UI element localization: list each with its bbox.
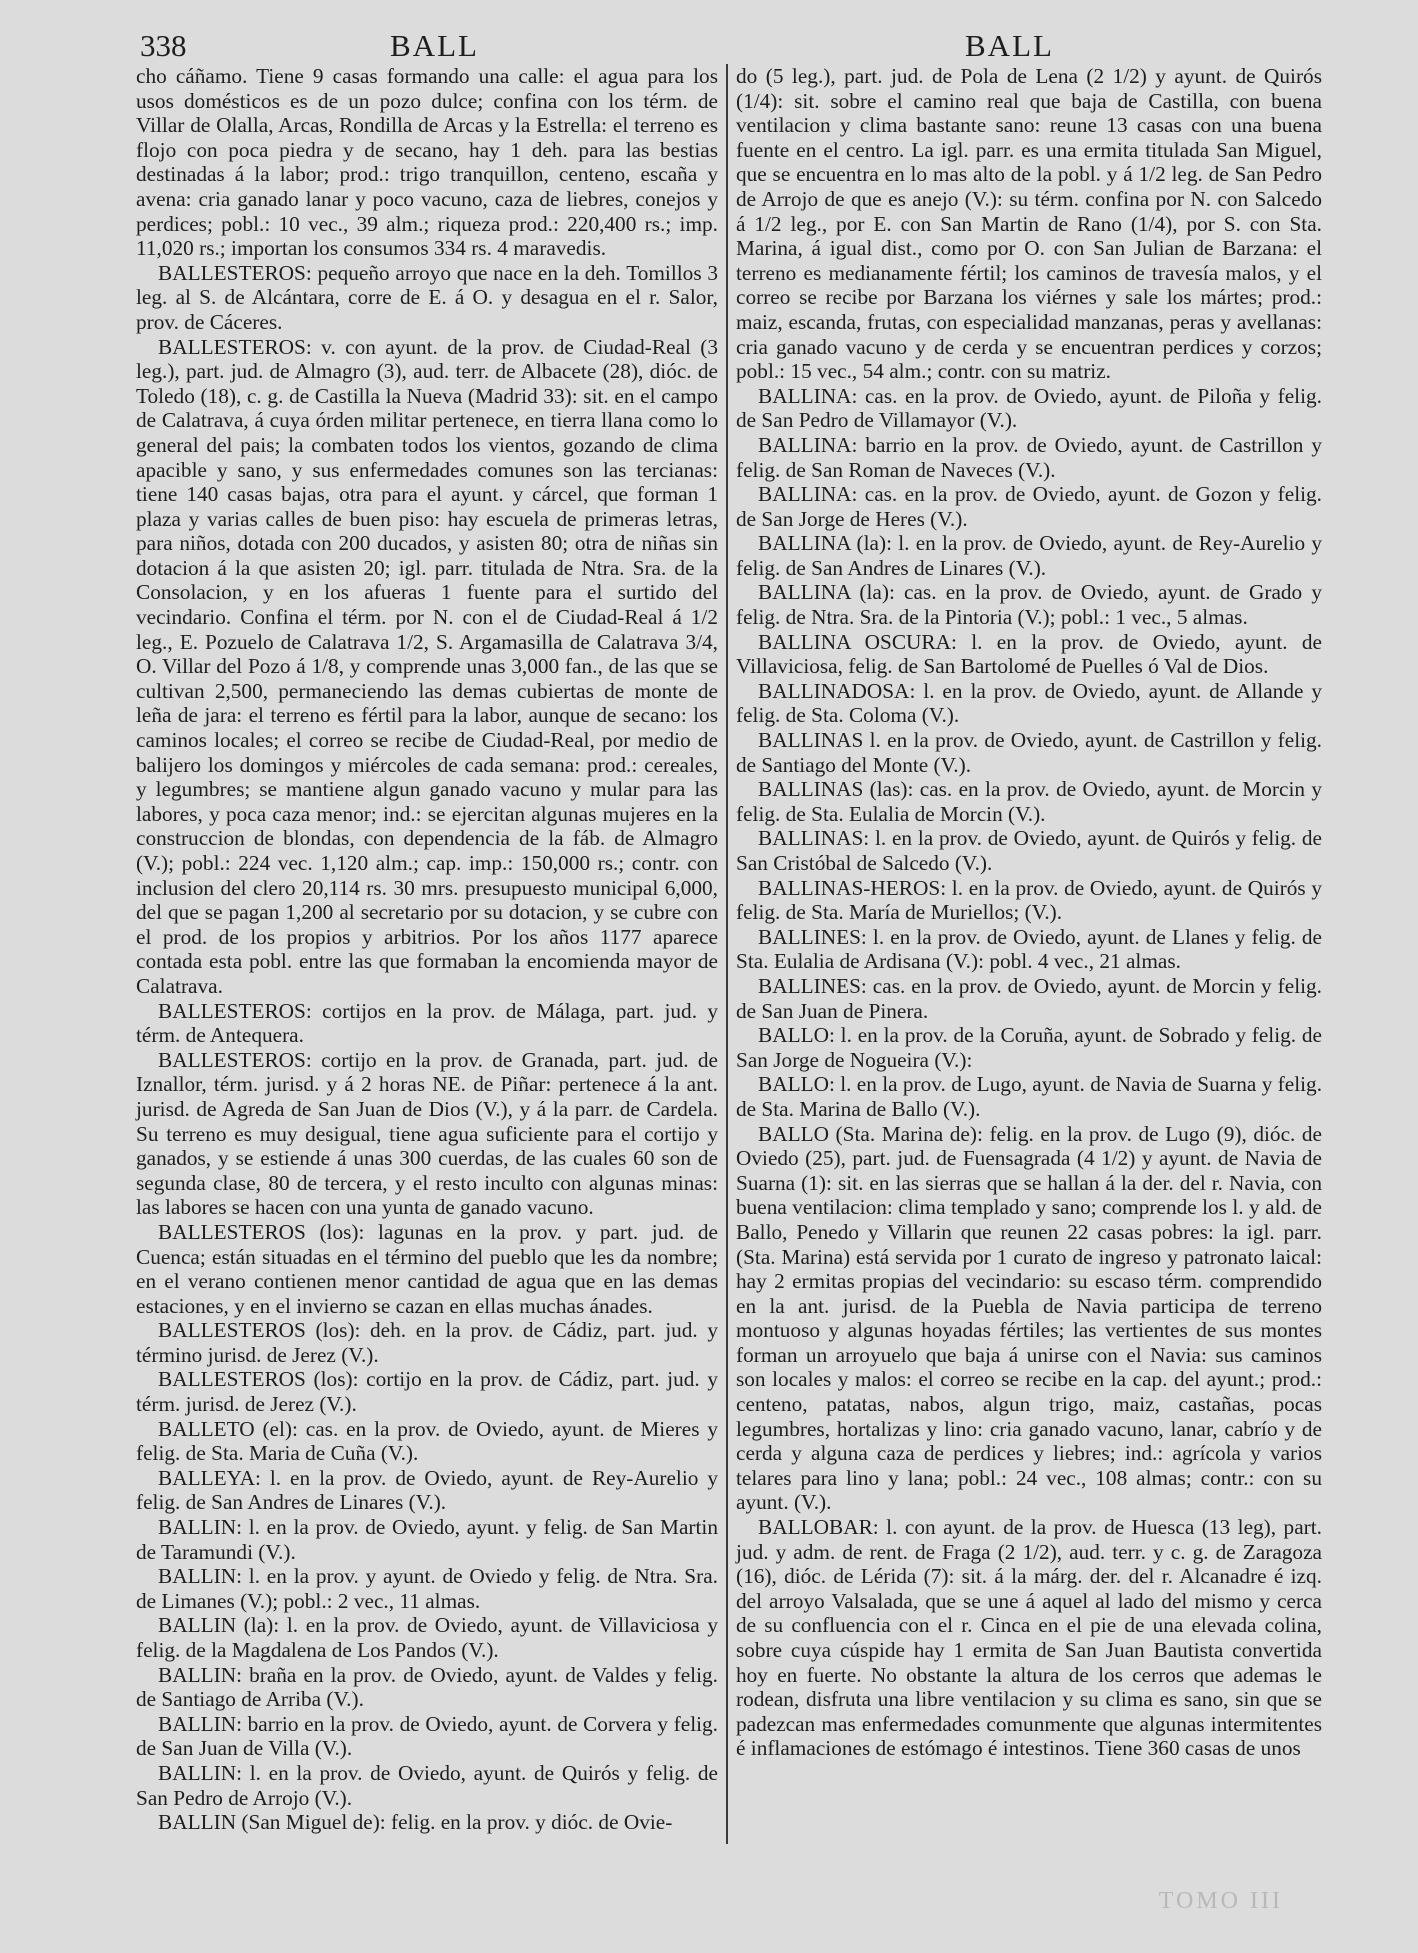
dictionary-entry: BALLINADOSA: l. en la prov. de Oviedo, ayunt. de Allande y felig. de Sta. Coloma (V.). — [736, 678, 1322, 728]
dictionary-entry: BALLESTEROS: cortijo en la prov. de Granada, part. jud. de Iznallor, térm. jurisd. y á 2 horas NE. de Piñar: pertenece á la ant. jurisd. de Agreda de San Juan de Dios (V.), y á la parr. de Cardela. Su terreno es muy desigual, tiene agua suficiente para el cortijo y ganados, y se estiende á unas 300 cuerdas, de las cuales 60 son de segunda clase, 80 de tercera, y el resto inculto con algunas minas: las labores se hacen con una yunta de ganado vacuno. — [136, 1047, 718, 1220]
left-column — [136, 64, 718, 1835]
dictionary-entry: BALLO: l. en la prov. de Lugo, ayunt. de Navia de Suarna y felig. de Sta. Marina de Ballo (V.). — [736, 1072, 1323, 1121]
dictionary-entry: BALLIN (la): l. en la prov. de Oviedo, ayunt. de Villaviciosa y felig. de la Magdalena de Los Pandos (V.). — [136, 1613, 718, 1662]
dictionary-entry: BALLETO (el): cas. en la prov. de Oviedo, ayunt. de Mieres y felig. de Sta. Maria de Cuña (V.). — [136, 1416, 718, 1466]
dictionary-entry: BALLIN: barrio en la prov. de Oviedo, ayunt. de Corvera y felig. de San Juan de Villa (V.). — [136, 1711, 718, 1761]
dictionary-entry: BALLO (Sta. Marina de): felig. en la prov. de Lugo (9), dióc. de Oviedo (25), part. jud. de Fuensagrada (4 1/2) y ayunt. de Navia de Suarna (1): sit. en las sierras que se hallan á la der. del r. Navia, con buena ventilacion: clima templado y sano; comprende los l. y ald. de Ballo, Penedo y Villarin que reunen 22 casas pobres: la igl. parr. (Sta. Marina) está servida por 1 curato de ingreso y patronato laical: hay 2 ermitas propias del vecindario: su escaso térm. comprendido en la ant. jurisd. de la Puebla de Navia participa de terreno montuoso y algunas hoyadas fértiles; las vertientes de sus montes forman un arroyuelo que baja á unirse con el Navia: sus caminos son locales y malos: el correo se recibe en la cap. del ayunt.; prod.: centeno, patatas, nabos, algun trigo, maiz, castañas, pocas legumbres, hortalizas y lino: cria ganado vacuno, lanar, cabrío y de cerda y alguna caza de perdices y liebres; ind.: agrícola y varios telares para lino y lana; pobl.: 24 vec., 108 almas; contr.: con su ayunt. (V.). — [736, 1121, 1322, 1515]
dictionary-entry: BALLINAS-HEROS: l. en la prov. de Oviedo, ayunt. de Quirós y felig. de Sta. María de Muriellos; (V.). — [736, 875, 1322, 925]
dictionary-entry: BALLIN: l. en la prov. y ayunt. de Oviedo y felig. de Ntra. Sra. de Limanes (V.); pobl.: 2 vec., 11 almas. — [136, 1564, 718, 1613]
dictionary-entry: do (5 leg.), part. jud. de Pola de Lena (2 1/2) y ayunt. de Quirós (1/4): sit. sobre el camino real que baja de Castilla, con buena ventilacion y clima bastante sano: reune 13 casas con una buena fuente en el centro. La igl. parr. es una ermita titulada San Miguel, que se encuentra en lo mas alto de la pobl. y á 1/2 leg. de San Pedro de Arrojo de que es anejo (V.): su térm. confina por N. con Salcedo á 1/2 leg., por E. con San Martin de Rano (1/4), por S. con Sta. Marina, á igual dist., como por O. con San Julian de Barzana: el terreno es medianamente fértil; los caminos de travesía malos, y el correo se recibe por Barzana los viérnes y sale los mártes; prod.: maiz, escanda, frutas, con especialidad manzanas, peras y avellanas: cria ganado vacuno y de cerda y se encuentran perdices y corzos; pobl.: 15 vec., 54 alm.; contr. con su matriz. — [736, 64, 1322, 384]
dictionary-entry: BALLIN: l. en la prov. de Oviedo, ayunt. y felig. de San Martin de Taramundi (V.). — [136, 1515, 718, 1564]
dictionary-entry: BALLIN: braña en la prov. de Oviedo, ayunt. de Valdes y felig. de Santiago de Arriba (V.). — [136, 1662, 718, 1712]
dictionary-entry: BALLESTEROS: v. con ayunt. de la prov. de Ciudad-Real (3 leg.), part. jud. de Almagro (3), aud. terr. de Albacete (28), dióc. de Toledo (18), c. g. de Castilla la Nueva (Madrid 33): sit. en el campo de Calatrava, á cuya órden militar pertenece, en tierra llana como lo general del pais; la combaten todos los vientos, gozando de clima apacible y sano, y sus enfermedades comunes son las tercianas: tiene 140 casas bajas, otra para el ayunt. y cárcel, que forman 1 plaza y varias calles de buen piso: hay escuela de primeras letras, para niños, dotada con 200 ducados, y asisten 80; otra de niñas sin dotacion á la que asisten 20; igl. parr. titulada de Ntra. Sra. de la Consolacion, y en los afueras 1 fuente para el surtido del vecindario. Confina el térm. por N. con el de Ciudad-Real á 1/2 leg., E. Pozuelo de Calatrava 1/2, S. Argamasilla de Calatrava 3/4, O. Villar del Pozo á 1/8, y comprende unas 3,000 fan., de las que se cultivan 2,500, permaneciendo las demas cubiertas de monte de leña de jara: el terreno es fértil para la labor, aunque de secano: los caminos locales; el correo se recibe de Ciudad-Real, por medio de balijero los domingos y miércoles de cada semana: prod.: cereales, y legumbres; se mantiene algun ganado vacuno y mular para las labores, y poca caza menor; ind.: se ejercitan algunas mujeres en la construccion de blondas, con dependencia de la fáb. de Almagro (V.); pobl.: 224 vec. 1,120 alm.; cap. imp.: 150,000 rs.; contr. con inclusion del clero 20,114 rs. 30 mrs. presupuesto municipal 6,000, del que se pagan 1,200 al secretario por su dotacion, y se cubre con el prod. de los propios y arbitrios. Por los años 1177 aparece contada esta pobl. entre las que formaban la encomienda mayor de Calatrava. — [136, 334, 718, 998]
dictionary-entry: BALLINA OSCURA: l. en la prov. de Oviedo, ayunt. de Villaviciosa, felig. de San Bartolomé de Puelles ó Val de Dios. — [736, 629, 1322, 679]
dictionary-entry: BALLINA: barrio en la prov. de Oviedo, ayunt. de Castrillon y felig. de San Roman de Naveces (V.). — [736, 432, 1322, 482]
dictionary-entry: BALLESTEROS (los): cortijo en la prov. de Cádiz, part. jud. y térm. jurisd. de Jerez (V.). — [136, 1367, 718, 1417]
dictionary-entry: BALLINAS l. en la prov. de Oviedo, ayunt. de Castrillon y felig. de Santiago del Monte (V.). — [736, 728, 1322, 777]
dictionary-entry: cho cáñamo. Tiene 9 casas formando una calle: el agua para los usos domésticos es de un pozo dulce; confina con los térm. de Villar de Olalla, Arcas, Rondilla de Arcas y la Estrella: el terreno es flojo con poca piedra y de secano, hay 1 deh. para las bestias destinadas á la labor; prod.: trigo tranquillon, centeno, escaña y avena: cria ganado lanar y poco vacuno, caza de liebres, conejos y perdices; pobl.: 10 vec., 39 alm.; riqueza prod.: 220,400 rs.; imp. 11,020 rs.; importan los consumos 334 rs. 4 maravedis. — [136, 64, 718, 261]
dictionary-entry: BALLO: l. en la prov. de la Coruña, ayunt. de Sobrado y felig. de San Jorge de Nogueira (V.): — [736, 1023, 1322, 1072]
right-column — [736, 64, 1322, 1761]
dictionary-entry: BALLIN: l. en la prov. de Oviedo, ayunt. de Quirós y felig. de San Pedro de Arrojo (V.). — [136, 1760, 718, 1810]
dictionary-entry: BALLESTEROS (los): lagunas en la prov. y part. jud. de Cuenca; están situadas en el término del pueblo que les da nombre; en el verano contienen menor cantidad de agua que en las demas estaciones, y en el invierno se cazan en ellas muchas ánades. — [136, 1219, 718, 1318]
bleed-through-text: TOMO III — [1158, 1888, 1283, 1914]
running-head-left: BALL — [390, 28, 479, 63]
dictionary-entry: BALLINES: l. en la prov. de Oviedo, ayunt. de Llanes y felig. de Sta. Eulalia de Ardisana (V.): pobl. 4 vec., 21 almas. — [736, 924, 1322, 974]
dictionary-entry: BALLINA (la): cas. en la prov. de Oviedo, ayunt. de Grado y felig. de Ntra. Sra. de la Pintoria (V.); pobl.: 1 vec., 5 almas. — [736, 580, 1322, 630]
dictionary-entry: BALLIN (San Miguel de): felig. en la prov. y dióc. de Ovie- — [158, 1810, 673, 1835]
page-number: 338 — [140, 28, 187, 63]
dictionary-entry: BALLINA: cas. en la prov. de Oviedo, ayunt. de Piloña y felig. de San Pedro de Villamayor (V.). — [736, 383, 1322, 433]
dictionary-entry: BALLINAS (las): cas. en la prov. de Oviedo, ayunt. de Morcin y felig. de Sta. Eulalia de Morcin (V.). — [736, 777, 1322, 826]
page-header — [140, 28, 1338, 68]
dictionary-entry: BALLINES: cas. en la prov. de Oviedo, ayunt. de Morcin y felig. de San Juan de Pinera. — [736, 973, 1322, 1023]
dictionary-entry: BALLINA (la): l. en la prov. de Oviedo, ayunt. de Rey-Aurelio y felig. de San Andres de Linares (V.). — [736, 531, 1322, 580]
dictionary-entry: BALLESTEROS (los): deh. en la prov. de Cádiz, part. jud. y término jurisd. de Jerez (V.). — [136, 1318, 718, 1367]
dictionary-entry: BALLINAS: l. en la prov. de Oviedo, ayunt. de Quirós y felig. de San Cristóbal de Salcedo (V.). — [736, 826, 1322, 875]
running-head-right: BALL — [965, 28, 1054, 63]
dictionary-entry: BALLOBAR: l. con ayunt. de la prov. de Huesca (13 leg), part. jud. y adm. de rent. de Fraga (2 1/2), aud. terr. y c. g. de Zaragoza (16), dióc. de Lérida (7): sit. á la márg. der. del r. Alcanadre é izq. del arroyo Valsalada, que se une á aquel al lado del mismo y cerca de su confluencia con el r. Cinca en el pie de una elevada colina, sobre cuya cúspide hay 1 ermita de San Juan Bautista convertida hoy en fuerte. No obstante la altura de los cerros que ademas le rodean, disfruta una libre ventilacion y su clima es sano, sin que se padezcan mas enfermedades comunmente que algunas intermitentes é inflamaciones de estómago é intestinos. Tiene 360 casas de unos — [736, 1515, 1322, 1761]
column-divider — [726, 64, 728, 1844]
dictionary-entry: BALLEYA: l. en la prov. de Oviedo, ayunt. de Rey-Aurelio y felig. de San Andres de Linares (V.). — [136, 1465, 718, 1515]
dictionary-entry: BALLESTEROS: pequeño arroyo que nace en la deh. Tomillos 3 leg. al S. de Alcántara, corre de E. á O. y desagua en el r. Salor, prov. de Cáceres. — [136, 260, 718, 334]
dictionary-entry: BALLESTEROS: cortijos en la prov. de Málaga, part. jud. y térm. de Antequera. — [136, 998, 718, 1048]
dictionary-entry: BALLINA: cas. en la prov. de Oviedo, ayunt. de Gozon y felig. de San Jorge de Heres (V.). — [736, 482, 1322, 531]
